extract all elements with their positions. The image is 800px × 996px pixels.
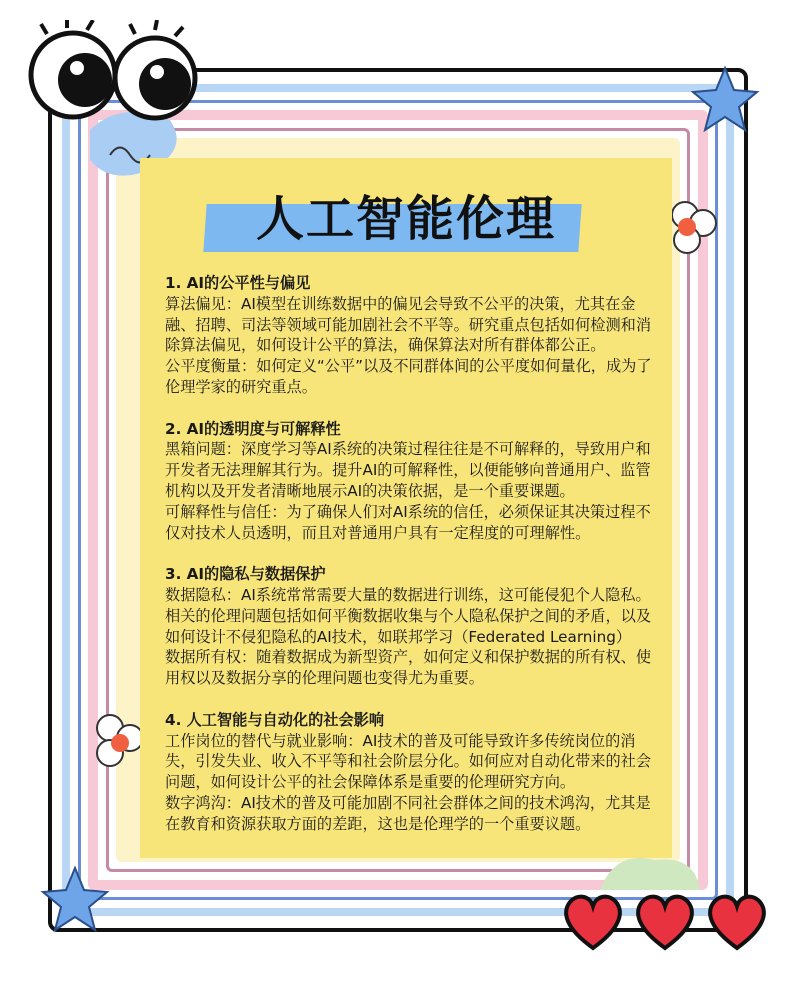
section-heading: 3. AI的隐私与数据保护 [165, 565, 326, 584]
paragraph: 可解释性与信任：为了确保人们对AI系统的信任，必须保证其决策过程不仅对技术人员透明，而且对普通用户具有一定程度的可理解性。 [165, 502, 651, 542]
section-heading: 1. AI的公平性与偏见 [165, 274, 311, 292]
paragraph: 算法偏见：AI模型在训练数据中的偏见会导致不公平的决策，尤其在金融、招聘、司法等领域可能加剧社会不平等。研究重点包括如何检测和消除算法偏见，如何设计公平的算法，确保算法对所有群体都公正。 [165, 294, 651, 355]
section-transparency [165, 419, 653, 544]
section-privacy [165, 564, 653, 689]
paragraph: 数字鸿沟：AI技术的普及可能加剧不同社会群体之间的技术鸿沟，尤其是在教育和资源获取方面的差距，这也是伦理学的一个重要议题。 [165, 793, 651, 833]
paragraph: 工作岗位的替代与就业影响：AI技术的普及可能导致许多传统岗位的消失，引发失业、收入不平等和社会阶层分化。如何应对自动化带来的社会问题，如何设计公平的社会保障体系是重要的伦理研究方向。 [165, 731, 651, 792]
flower-icon [665, 195, 720, 265]
section-heading: 4. 人工智能与自动化的社会影响 [165, 710, 385, 729]
star-icon [40, 865, 110, 935]
section-social-impact [165, 710, 653, 835]
star-icon [690, 65, 760, 135]
section-heading: 2. AI的透明度与可解释性 [165, 419, 341, 438]
paragraph: 黑箱问题：深度学习等AI系统的决策过程往往是不可解释的，导致用户和开发者无法理解其行为。提升AI的可解释性，以便能够向普通用户、监管机构以及开发者清晰地展示AI的决策依据，是一个重要课题。 [165, 440, 651, 500]
content [165, 273, 653, 855]
paragraph: 公平度衡量：如何定义“公平”以及不同群体间的公平度如何量化，成为了伦理学家的研究重点。 [165, 357, 652, 396]
paragraph: 数据所有权：随着数据成为新型资产，如何定义和保护数据的所有权、使用权以及数据分享的伦理问题也变得尤为重要。 [165, 648, 651, 688]
page-title: 人工智能伦理 [255, 191, 556, 247]
cartoon-eyes-icon [25, 20, 200, 125]
hearts-icon [560, 890, 775, 955]
paragraph: 数据隐私：AI系统常常需要大量的数据进行训练，这可能侵犯个人隐私。相关的伦理问题包括如何平衡数据收集与个人隐私保护之间的矛盾，以及如何设计不侵犯隐私的AI技术，如联邦学习（Federated Learning） [165, 585, 651, 646]
section-fairness [165, 273, 653, 398]
